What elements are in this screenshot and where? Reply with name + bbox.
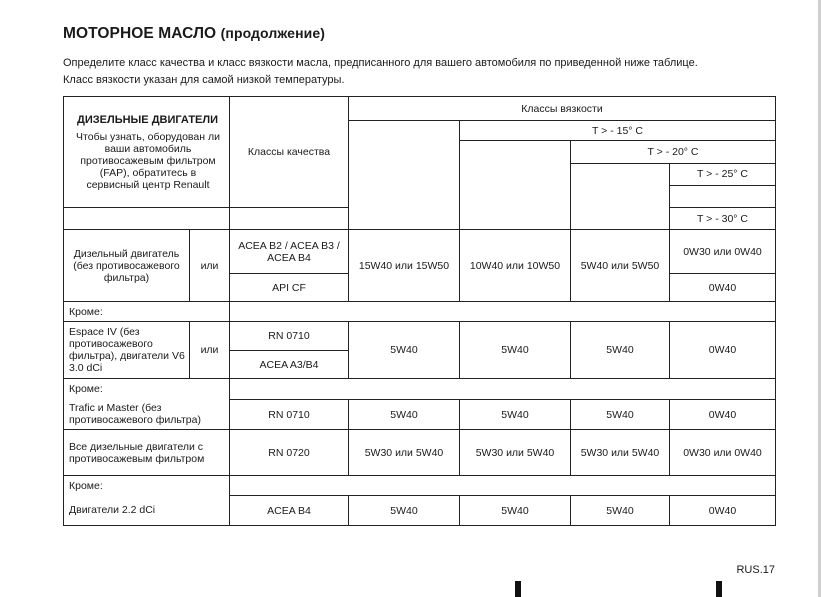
row-label-all-diesel-fap: Все дизельные двигатели с противосажевым фильтром	[64, 430, 230, 476]
intro-line-2: Класс вязкости указан для самой низкой температуры.	[63, 74, 345, 86]
spacer-cell	[349, 208, 460, 230]
diesel-note: Чтобы узнать, оборудован ли ваши автомобиль противосажевым фильтром (FAP), обратитесь в сервисный центр Renault	[76, 130, 220, 191]
diesel-header-cell	[64, 97, 230, 208]
temp-15: T > - 15° C	[460, 121, 776, 141]
visc-cell: 5W30 или 5W40	[460, 430, 571, 476]
visc-cell: 0W30 или 0W40	[670, 230, 776, 274]
visc-cell: 5W40	[571, 400, 670, 430]
quality-acea-b2-b3-b4: ACEA B2 / ACEA B3 / ACEA B4	[230, 230, 349, 274]
spacer-cell	[460, 208, 571, 230]
row-label-espace: Espace IV (без противосажевого фильтра), двигатели V6 3.0 dCi	[64, 322, 190, 379]
quality-rn0710: RN 0710	[230, 322, 349, 351]
temp-25: T > - 25° C	[670, 164, 775, 186]
visc-cell: 0W40	[670, 322, 776, 379]
quality-acea-b4: ACEA B4	[230, 496, 349, 526]
intro-text	[63, 55, 783, 89]
page-title	[63, 25, 325, 43]
visc-cell: 5W30 или 5W40	[349, 430, 460, 476]
blank-cell	[349, 121, 460, 208]
visc-cell: 5W40	[349, 400, 460, 430]
row-label-trafic: Trafic и Master (без противосажевого фильтра)	[64, 400, 230, 430]
visc-cell: 5W40	[349, 322, 460, 379]
crop-mark	[515, 581, 521, 597]
except-label: Кроме:	[64, 476, 230, 496]
visc-cell: 5W40	[571, 322, 670, 379]
temp-30: T > - 30° C	[670, 208, 776, 230]
quality-rn0710: RN 0710	[230, 400, 349, 430]
visc-cell: 5W40	[460, 496, 571, 526]
visc-cell: 5W40	[349, 496, 460, 526]
visc-cell: 15W40 или 15W50	[349, 230, 460, 302]
visc-cell: 0W40	[670, 400, 776, 430]
row-label-diesel: Дизельный двигатель (без противосажевого фильтра)	[64, 230, 190, 302]
temp-20: T > - 20° C	[571, 141, 776, 164]
blank-cell	[230, 476, 776, 496]
spacer-cell	[230, 208, 349, 230]
blank-cell	[460, 141, 571, 208]
oil-table	[63, 96, 776, 526]
except-label: Кроме:	[64, 379, 230, 400]
visc-cell: 0W30 или 0W40	[670, 430, 776, 476]
row-label-engines-22: Двигатели 2.2 dCi	[64, 496, 230, 526]
diesel-title: ДИЗЕЛЬНЫЕ ДВИГАТЕЛИ	[77, 113, 219, 126]
spacer-cell	[571, 208, 670, 230]
blank-cell	[571, 164, 670, 208]
intro-line-1: Определите класс качества и класс вязкости масла, предписанного для вашего автомобиля по приведенной ниже таблице.	[63, 57, 698, 69]
visc-cell: 10W40 или 10W50	[460, 230, 571, 302]
visc-cell: 5W40	[460, 322, 571, 379]
title-suffix: (продолжение)	[220, 25, 325, 41]
quality-header: Классы качества	[230, 97, 349, 208]
visc-cell: 5W40	[460, 400, 571, 430]
title-main: МОТОРНОЕ МАСЛО	[63, 25, 217, 42]
visc-cell: 0W40	[670, 274, 776, 302]
crop-mark	[716, 581, 722, 597]
visc-cell: 5W30 или 5W40	[571, 430, 670, 476]
visc-cell: 0W40	[670, 496, 776, 526]
temp-25-cell	[670, 164, 776, 208]
blank-cell	[230, 379, 776, 400]
visc-cell: 5W40	[571, 496, 670, 526]
or-label: или	[190, 230, 230, 302]
quality-api-cf: API CF	[230, 274, 349, 302]
spacer-cell	[64, 208, 230, 230]
viscosity-header: Классы вязкости	[349, 97, 776, 121]
or-label: или	[190, 322, 230, 379]
visc-cell: 5W40 или 5W50	[571, 230, 670, 302]
page-number: RUS.17	[736, 564, 775, 576]
quality-acea-a3-b4: ACEA A3/B4	[230, 351, 349, 379]
except-label: Кроме:	[64, 302, 230, 322]
blank-cell	[230, 302, 776, 322]
quality-rn0720: RN 0720	[230, 430, 349, 476]
